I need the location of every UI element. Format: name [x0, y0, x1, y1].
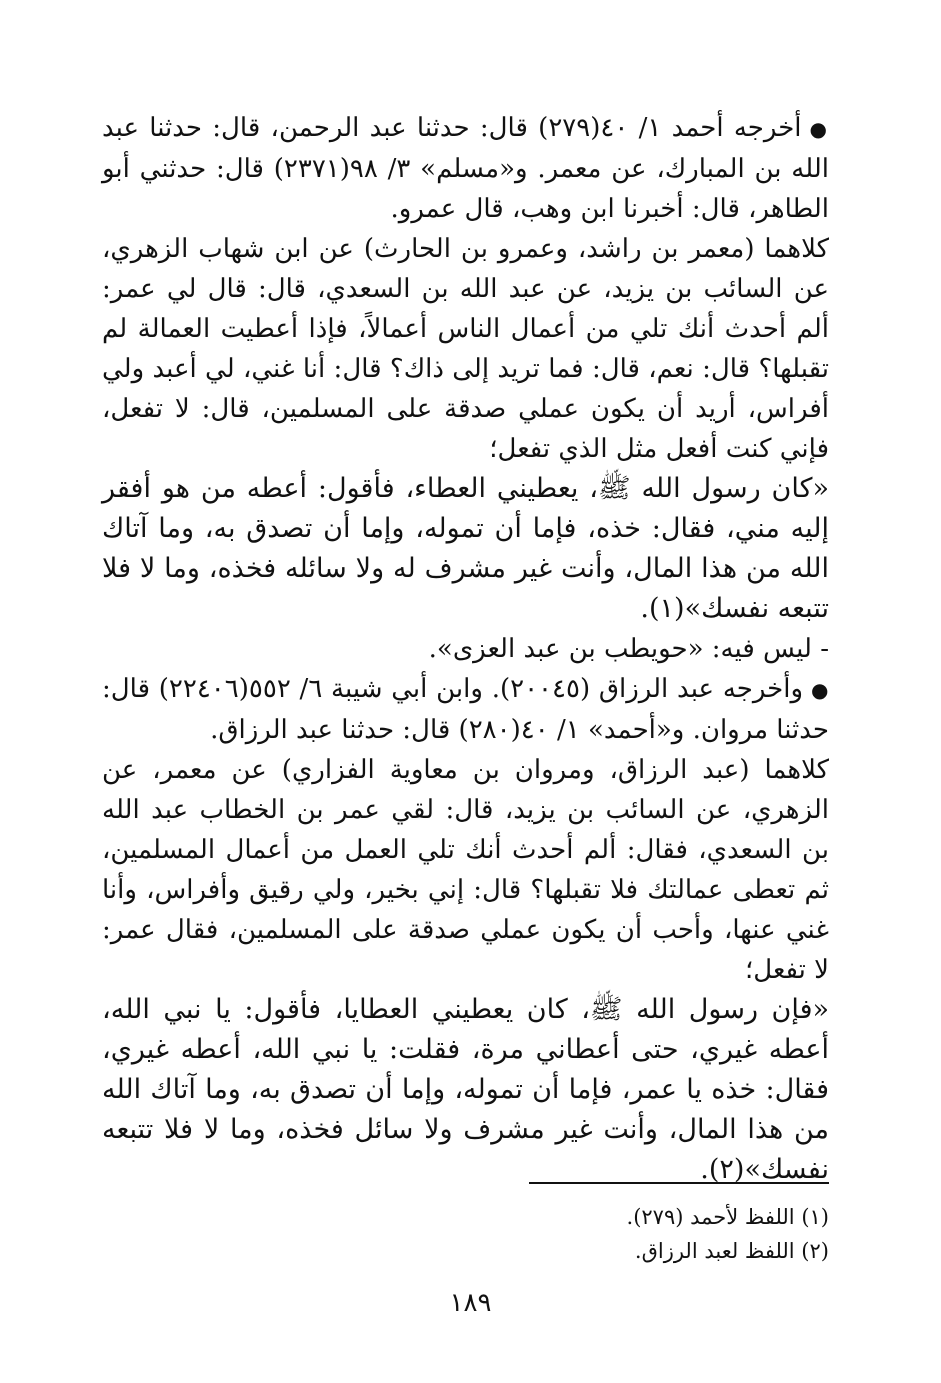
paragraph-text: وأخرجه عبد الرزاق (٢٠٠٤٥). وابن أبي شيبة ٦/ ٥٥٢(٢٢٤٠٦) قال: حدثنا مروان. و«أحمد» ١/ ٤٠(٢٨٠) قال: حدثنا عبد الرزاق. — [102, 674, 829, 745]
isnad-paragraph-2: كلاهما (عبد الرزاق، ومروان بن معاوية الفزاري) عن معمر، عن الزهري، عن السائب بن يزيد، قال: لقي عمر بن الخطاب عبد الله بن السعدي، فقال: ألم أحدث أنك تلي العمل من أعمال المسلمين، ثم تعطى عمالتك فلا تقبلها؟ قال: إني بخير، ولي رقيق وأفراس، وأنا غني عنها، وأحب أن يكون عملي صدقة على المسلمين، فقال عمر: لا تفعل؛ — [102, 755, 829, 985]
paragraph-text: أخرجه أحمد ١/ ٤٠(٢٧٩) قال: حدثنا عبد الرحمن، قال: حدثنا عبد الله بن المبارك، عن معمر. و«مسلم» ٣/ ٩٨(٢٣٧١) قال: حدثني أبو الطاهر، قال: أخبرنا ابن وهب، قال عمرو. — [102, 113, 829, 224]
takhrij-paragraph-1 — [102, 108, 829, 229]
footnote-2: (٢) اللفظ لعبد الرزاق. — [634, 1239, 829, 1263]
bullet-icon: ● — [809, 117, 829, 141]
isnad-paragraph-1: كلاهما (معمر بن راشد، وعمرو بن الحارث) عن ابن شهاب الزهري، عن السائب بن يزيد، عن عبد الله بن السعدي، قال: قال لي عمر: ألم أحدث أنك تلي من أعمال الناس أعمالاً، فإذا أعطيت العمالة لم تقبلها؟ قال: نعم، قال: فما تريد إلى ذاك؟ قال: أنا غني، لي أعبد ولي أفراس، أريد أن يكون عملي صدقة على المسلمين، قال: لا تفعل، فإني كنت أفعل مثل الذي تفعل؛ — [102, 234, 829, 464]
page-number: ١٨٩ — [449, 1288, 492, 1318]
bullet-icon: ● — [811, 678, 829, 702]
footnote-1: (١) اللفظ لأحمد (٢٧٩). — [626, 1205, 829, 1229]
footnote-separator — [529, 1182, 829, 1184]
takhrij-paragraph-2 — [102, 669, 829, 750]
main-text — [102, 108, 829, 1190]
hadith-text-1: «كان رسول الله ﷺ، يعطيني العطاء، فأقول: أعطه من هو أفقر إليه مني، فقال: خذه، فإما أن تموله، وإما أن تصدق به، وما آتاك الله من هذا المال، وأنت غير مشرف له ولا سائله فخذه، وما لا فلا تتبعه نفسك»(١). — [102, 473, 829, 624]
footnotes — [329, 1200, 829, 1268]
hadith-text-2: «فإن رسول الله ﷺ، كان يعطيني العطايا، فأقول: يا نبي الله، أعطه غيري، حتى أعطاني مرة، فقلت: يا نبي الله، أعطه غيري، فقال: خذه يا عمر، فإما أن تموله، وإما أن تصدق به، وما آتاك الله من هذا المال، وأنت غير مشرف ولا سائل فخذه، وما لا فلا تتبعه نفسك»(٢). — [102, 994, 829, 1185]
note-line: - ليس فيه: «حويطب بن عبد العزى». — [428, 634, 829, 664]
